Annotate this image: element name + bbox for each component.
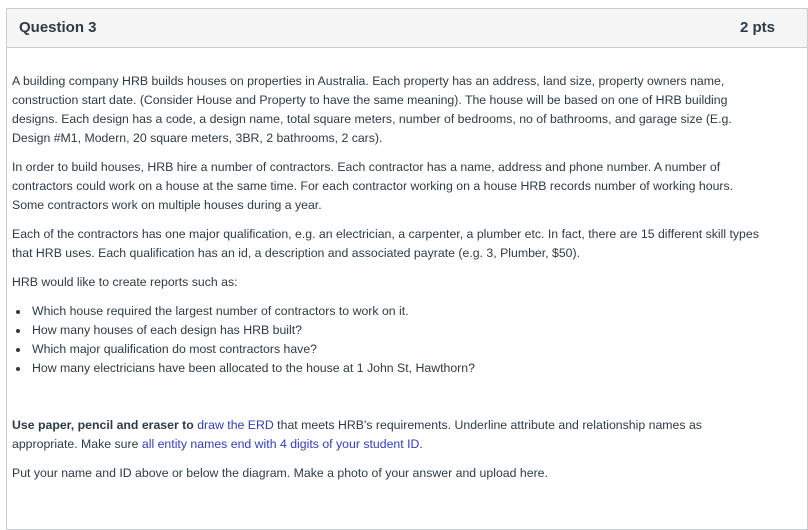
list-item: • Which major qualification do most contractors have? <box>30 340 760 359</box>
question-points: 2 pts <box>740 19 776 36</box>
spacer <box>12 388 760 416</box>
question-body <box>12 72 760 493</box>
instruction-text: that meets HRB's requirements. Underline attribute and relationship names as appropriate. Make sure <box>12 418 702 451</box>
list-item: • Which house required the largest number of contractors to work on it. <box>30 302 760 321</box>
question-title: Question 3 <box>19 19 97 36</box>
paragraph-reports-intro: HRB would like to create reports such as: <box>12 275 238 289</box>
paragraph-qualifications: Each of the contractors has one major qualification, e.g. an electrician, a carpenter, a plumber etc. In fact, there are 15 different skill types that HRB uses. Each qualification has an id, a description and associated payrate (e.g. 3, Plumber, $50). <box>12 227 759 260</box>
draw-erd-highlight: draw the ERD <box>197 418 274 432</box>
paragraph-upload: Put your name and ID above or below the diagram. Make a photo of your answer and upload here. <box>12 466 548 480</box>
instruction-bold-text: Use paper, pencil and eraser to <box>12 418 198 432</box>
report-list <box>12 302 760 378</box>
entity-names-highlight: all entity names end with 4 digits of your student ID. <box>141 437 423 451</box>
paragraph-contractors: In order to build houses, HRB hire a number of contractors. Each contractor has a name, address and phone number. A number of contractors could work on a house at the same time. For each contractor working on a house HRB records number of working hours. Some contractors work on multiple houses during a year. <box>12 160 734 212</box>
list-item: • How many houses of each design has HRB built? <box>30 321 760 340</box>
list-item: • How many electricians have been allocated to the house at 1 John St, Hawthorn? <box>30 359 760 378</box>
question-header <box>7 9 807 48</box>
paragraph-instructions <box>12 416 760 454</box>
paragraph-property: A building company HRB builds houses on properties in Australia. Each property has an address, land size, property owners name, construction start date. (Consider House and Property to have the same meaning). The house will be based on one of HRB building designs. Each design has a code, a design name, total square meters, number of bedrooms, no of bathrooms, and garage size (E.g. Design #M1, Modern, 20 square meters, 3BR, 2 bathrooms, 2 cars). <box>12 74 732 145</box>
